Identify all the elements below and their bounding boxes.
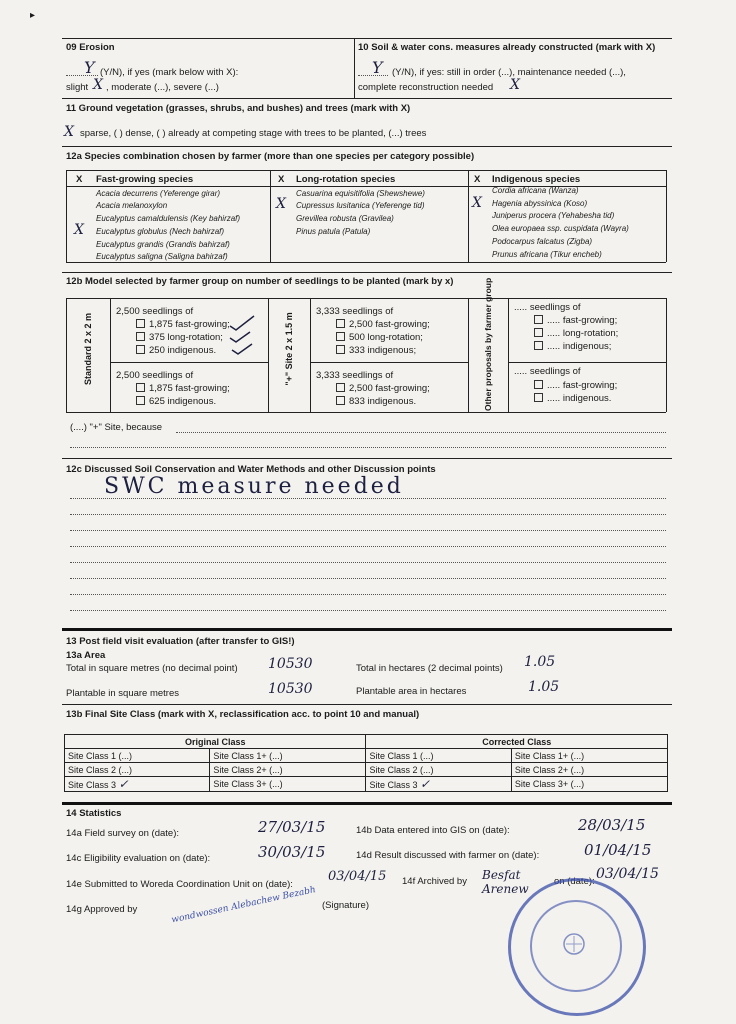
model-a2-l1: 1,875 fast-growing; [136, 383, 230, 394]
fast-species-3: Eucalyptus camaldulensis (Key bahirzaf) [96, 214, 241, 223]
archived-label: 14f Archived by [402, 876, 467, 887]
fast-header: Fast-growing species [96, 174, 194, 185]
long-species-3: Grevillea robusta (Gravilea) [296, 214, 394, 223]
s13b-title: 13b Final Site Class (mark with X, reclassification acc. to point 10 and manual) [66, 709, 420, 720]
submitted-label: 14e Submitted to Woreda Coordination Unit on (date): [66, 879, 293, 890]
model-b1-l1: 2,500 fast-growing; [336, 319, 430, 330]
corr-class-1plus: Site Class 1+ (...) [511, 749, 667, 763]
total-ha-label: Total in hectares (2 decimal points) [356, 663, 503, 674]
plant-ha-value: 1.05 [528, 679, 560, 695]
corr-class-3-mark: ✓ [420, 777, 431, 791]
long-species-1: Casuarina equisitifolia (Shewshewe) [296, 189, 425, 198]
model-c1-head: ..... seedlings of [514, 302, 581, 313]
plant-sqm-value: 10530 [268, 681, 313, 697]
vegetation-line: sparse, ( ) dense, ( ) already at competing stage with trees to be planted, (...) trees [80, 128, 427, 139]
signature-label: (Signature) [322, 900, 369, 911]
indig-species-1: Cordia africana (Wanza) [492, 186, 579, 195]
standard-label: Standard 2 x 2 m [83, 312, 93, 386]
swc-reconstruction-mark: X [510, 77, 520, 93]
gis-entry-label: 14b Data entered into GIS on (date): [356, 825, 510, 836]
orig-class-2plus: Site Class 2+ (...) [210, 763, 366, 777]
archived-by-name: Besfat Arenew [482, 868, 529, 896]
plant-sqm-label: Plantable in square metres [66, 688, 180, 699]
s09-title: 09 Erosion [66, 42, 115, 53]
model-b2-l2: 833 indigenous. [336, 396, 416, 407]
fast-species-2: Acacia melanoxylon [96, 201, 168, 210]
s11-title: 11 Ground vegetation (grasses, shrubs, and bushes) and trees (mark with X) [66, 103, 411, 114]
model-c2-l2: ..... indigenous. [534, 393, 611, 404]
s13-title: 13 Post field visit evaluation (after transfer to GIS!) [66, 636, 295, 647]
fast-species-4: Eucalyptus globulus (Nech bahirzaf) [96, 227, 225, 236]
model-a1-l1: 1,875 fast-growing; [136, 319, 230, 330]
model-a2-l2: 625 indigenous. [136, 396, 216, 407]
corr-class-3: Site Class 3 [369, 780, 418, 790]
orig-class-3: Site Class 3 [68, 780, 117, 790]
model-a2-head: 2,500 seedlings of [116, 370, 194, 381]
model-a1-l2: 375 long-rotation; [136, 332, 223, 343]
s12b-title: 12b Model selected by farmer group on number of seedlings to be planted (mark by x) [66, 276, 454, 287]
model-a1-l3: 250 indigenous. [136, 345, 216, 356]
erosion-slight: slight [66, 82, 89, 93]
model-b1-l2: 500 long-rotation; [336, 332, 423, 343]
model-b2-head: 3,333 seedlings of [316, 370, 394, 381]
corr-class-2: Site Class 2 (...) [366, 763, 511, 777]
approver-stamp-name: wondwossen Alebachew Bezabh [170, 885, 317, 926]
indig-header: Indigenous species [492, 174, 581, 185]
orig-class-3-mark: ✓ [118, 777, 129, 791]
model-c1-l2: ..... long-rotation; [534, 328, 618, 339]
model-c2-head: ..... seedlings of [514, 366, 581, 377]
corr-class-3plus: Site Class 3+ (...) [511, 777, 667, 792]
corrected-class-header: Corrected Class [366, 735, 668, 749]
indig-species-2: Hagenia abyssinica (Koso) [492, 199, 588, 208]
orig-class-1: Site Class 1 (...) [65, 749, 210, 763]
long-species-2: Cupressus lusitanica (Yeferenge tid) [296, 201, 425, 210]
corr-class-1: Site Class 1 (...) [366, 749, 511, 763]
total-sqm-label: Total in square metres (no decimal point) [66, 663, 238, 674]
s12a-title: 12a Species combination chosen by farmer (more than one species per category possible) [66, 151, 475, 162]
table-row [65, 749, 668, 763]
s10-title: 10 Soil & water cons. measures already constructed (mark with X) [358, 42, 656, 53]
discussion-handwritten: SWC measure needed [104, 474, 404, 499]
other-proposals-label: Other proposals by farmer group [483, 277, 493, 411]
indig-x-header: X [474, 174, 481, 185]
s13a-sub: 13a Area [66, 650, 106, 661]
fast-species-6: Eucalyptus saligna (Saligna bahirzaf) [96, 252, 228, 261]
model-c1-l3: ..... indigenous; [534, 341, 611, 352]
archived-on-label: on (date): [554, 876, 595, 887]
total-sqm-value: 10530 [268, 656, 313, 672]
fast-species-5: Eucalyptus grandis (Grandis bahirzaf) [96, 240, 230, 249]
model-b1-head: 3,333 seedlings of [316, 306, 394, 317]
indig-hagenia-mark: X [472, 195, 482, 211]
s14-title: 14 Statistics [66, 808, 122, 819]
long-species-4: Pinus patula (Patula) [296, 227, 371, 236]
vegetation-sparse-mark: X [64, 124, 74, 140]
plus-site-because: (....) "+" Site, because [70, 422, 163, 433]
eligibility-label: 14c Eligibility evaluation on (date): [66, 853, 211, 864]
fast-species-1: Acacia decurrens (Yeferenge girar) [96, 189, 221, 198]
model-a1-checkmarks [226, 312, 272, 358]
corr-class-2plus: Site Class 2+ (...) [511, 763, 667, 777]
orig-class-2: Site Class 2 (...) [65, 763, 210, 777]
plant-ha-label: Plantable area in hectares [356, 686, 467, 697]
total-ha-value: 1.05 [524, 654, 556, 670]
table-row [65, 763, 668, 777]
gis-entry-date: 28/03/15 [578, 816, 646, 834]
eligibility-date: 30/03/15 [258, 843, 326, 861]
indig-species-3: Juniperus procera (Yehabesha tid) [492, 211, 615, 220]
result-discussed-label: 14d Result discussed with farmer on (date): [356, 850, 540, 861]
margin-arrow-mark: ▸ [30, 10, 36, 21]
archived-date: 03/04/15 [596, 866, 659, 882]
result-discussed-date: 01/04/15 [584, 841, 652, 859]
swc-yn: Y [372, 58, 383, 77]
indig-species-6: Prunus africana (Tikur encheb) [492, 250, 602, 259]
erosion-line2: , moderate (...), severe (...) [106, 82, 219, 93]
model-b2-l1: 2,500 fast-growing; [336, 383, 430, 394]
site-class-table [64, 734, 668, 792]
swc-line1: (Y/N), if yes: still in order (...), maintenance needed (...), [392, 67, 626, 78]
table-row [65, 777, 668, 792]
submitted-date: 03/04/15 [328, 869, 387, 884]
model-a1-head: 2,500 seedlings of [116, 306, 194, 317]
original-class-header: Original Class [65, 735, 366, 749]
indig-species-4: Olea europaea ssp. cuspidata (Wayra) [492, 224, 629, 233]
erosion-line1: (Y/N), if yes (mark below with X): [100, 67, 239, 78]
indig-species-5: Podocarpus falcatus (Zigba) [492, 237, 593, 246]
model-c1-l1: ..... fast-growing; [534, 315, 617, 326]
model-b1-l3: 333 indigenous; [336, 345, 416, 356]
fast-globulus-mark: X [74, 222, 84, 238]
field-survey-label: 14a Field survey on (date): [66, 828, 180, 839]
fast-x-header: X [76, 174, 83, 185]
long-x-header: X [278, 174, 285, 185]
orig-class-3plus: Site Class 3+ (...) [210, 777, 366, 792]
field-survey-date: 27/03/15 [258, 818, 326, 836]
erosion-yn: Y [84, 58, 95, 77]
seal-emblem-icon [560, 930, 588, 958]
s12c-title: 12c Discussed Soil Conservation and Water Methods and other Discussion points [66, 464, 436, 475]
orig-class-1plus: Site Class 1+ (...) [210, 749, 366, 763]
model-c2-l1: ..... fast-growing; [534, 380, 617, 391]
plus-site-label: "+" Site 2 x 1.5 m [284, 312, 294, 386]
long-cupressus-mark: X [276, 196, 286, 212]
swc-line2: complete reconstruction needed [358, 82, 494, 93]
approved-label: 14g Approved by [66, 904, 138, 915]
long-header: Long-rotation species [296, 174, 396, 185]
erosion-slight-mark: X [93, 77, 103, 93]
